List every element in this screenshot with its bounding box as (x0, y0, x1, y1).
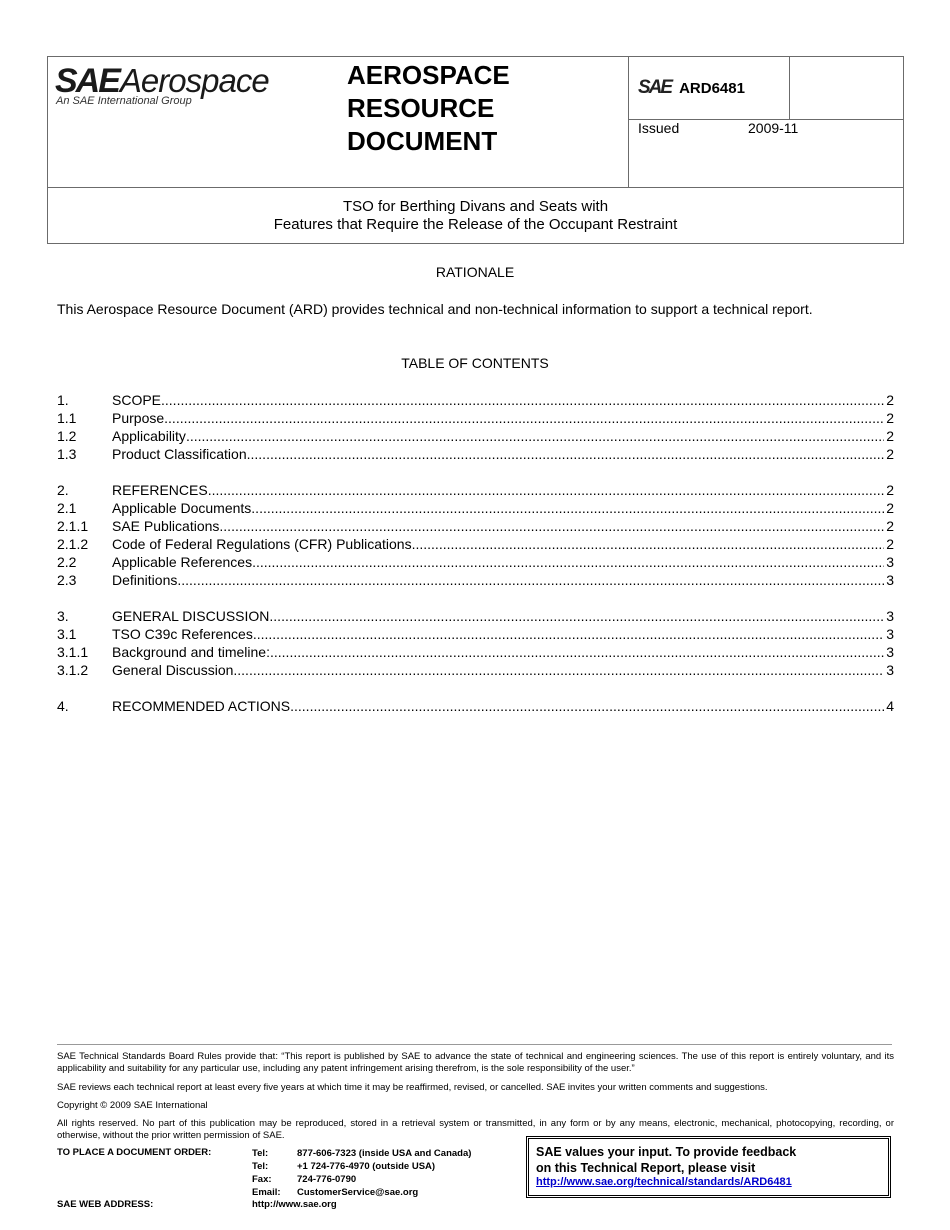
toc-number: 2.3 (57, 572, 77, 588)
toc-number: 2.1 (57, 500, 77, 516)
contact-email[interactable]: CustomerService@sae.org (297, 1187, 419, 1198)
logo-subtitle: An SAE International Group (56, 95, 192, 107)
contact-row (252, 1160, 471, 1173)
toc-page-number: 3 (886, 572, 894, 588)
toc-page-number: 2 (886, 410, 894, 426)
toc-leader-dots (177, 571, 884, 589)
toc-entry[interactable] (57, 535, 894, 553)
toc-label: Definitions (112, 572, 178, 588)
contact-row (252, 1173, 471, 1186)
toc-page-number: 2 (886, 536, 894, 552)
toc-leader-dots (270, 643, 884, 661)
toc-spacer (57, 679, 894, 697)
header-divider (789, 57, 790, 119)
toc-spacer (57, 463, 894, 481)
toc-leader-dots (252, 553, 884, 571)
toc-line (112, 517, 894, 535)
sae-aerospace-logo (55, 62, 269, 107)
title-line: TSO for Berthing Divans and Seats with (342, 198, 609, 215)
contact-row (252, 1186, 471, 1199)
rationale-heading: RATIONALE (435, 264, 515, 280)
sae-mini-logo: SAE (638, 77, 672, 98)
toc-line (112, 607, 894, 625)
toc-leader-dots (269, 607, 884, 625)
header-rule (48, 187, 903, 188)
feedback-link[interactable]: http://www.sae.org/technical/standards/ARD6481 (536, 1176, 792, 1188)
toc-page-number: 2 (886, 446, 894, 462)
toc-line (112, 697, 894, 715)
document-type-line: RESOURCE (347, 93, 495, 123)
toc-page-number: 3 (886, 608, 894, 624)
toc-entry[interactable] (57, 571, 894, 589)
toc-number: 1.1 (57, 410, 77, 426)
document-type-line: AEROSPACE (347, 60, 510, 90)
toc-leader-dots (219, 517, 884, 535)
toc-page-number: 4 (886, 698, 894, 714)
logo-word: Aerospace (119, 62, 269, 99)
contact-key: Tel: (252, 1161, 269, 1172)
toc-entry[interactable] (57, 445, 894, 463)
toc-leader-dots (290, 697, 884, 715)
toc-number: 3.1 (57, 626, 77, 642)
toc-leader-dots (237, 661, 884, 679)
toc-line (112, 499, 894, 517)
toc-entry[interactable] (57, 517, 894, 535)
board-rules-text: SAE Technical Standards Board Rules provide that: “This report is published by SAE to advance the state of technical and engineering sciences. The use of this report is entirely voluntary, and its applicability and suitability for any particular use, including any patent infringement arising therefrom, is the sole responsibility of the user.” (57, 1051, 894, 1074)
document-type (347, 59, 510, 158)
contact-value: 724-776-0790 (297, 1174, 357, 1185)
contact-row (252, 1147, 471, 1160)
contact-value: 877-606-7323 (inside USA and Canada) (297, 1148, 472, 1159)
toc-number: 2.2 (57, 554, 77, 570)
toc-label: Applicability (112, 428, 186, 444)
toc-page-number: 3 (886, 662, 894, 678)
toc-line (112, 643, 894, 661)
toc-number: 1. (57, 392, 69, 408)
feedback-text: on this Technical Report, please visit (536, 1161, 756, 1175)
document-title (48, 198, 903, 234)
toc-entry[interactable] (57, 499, 894, 517)
toc-line (112, 445, 894, 463)
contact-value: +1 724-776-4970 (outside USA) (297, 1161, 436, 1172)
toc-page-number: 3 (886, 644, 894, 660)
toc-label: SCOPE (112, 392, 162, 408)
issued-label: Issued (638, 120, 680, 136)
toc-entry[interactable] (57, 697, 894, 715)
rights-text: All rights reserved. No part of this publication may be reproduced, stored in a retrieval system or transmitted, in any form or by any means, electronic, mechanical, photocopying, recording, or otherwise, without the prior written permission of SAE. (57, 1118, 894, 1141)
toc-label: Applicable References (112, 554, 253, 570)
review-text: SAE reviews each technical report at least every five years at which time it may be reaffirmed, revised, or cancelled. SAE invites your written comments and suggestions. (57, 1082, 768, 1093)
toc-label: General Discussion. (112, 662, 238, 678)
toc-spacer (57, 589, 894, 607)
toc-number: 1.2 (57, 428, 77, 444)
toc-entry[interactable] (57, 625, 894, 643)
toc-leader-dots (257, 625, 884, 643)
toc-entry[interactable] (57, 553, 894, 571)
toc-label: Code of Federal Regulations (CFR) Publications (112, 536, 412, 552)
toc-number: 2.1.2 (57, 536, 89, 552)
toc-entry[interactable] (57, 643, 894, 661)
toc-heading: TABLE OF CONTENTS (401, 355, 549, 371)
contact-key: Tel: (252, 1148, 269, 1159)
rationale-text: This Aerospace Resource Document (ARD) provides technical and non-technical information to support a technical report. (57, 301, 813, 317)
toc-leader-dots (247, 445, 885, 463)
issued-date: 2009-11 (748, 120, 799, 136)
toc-number: 3.1.2 (57, 662, 89, 678)
toc-entry[interactable] (57, 391, 894, 409)
web-address-link[interactable]: http://www.sae.org (252, 1199, 337, 1210)
contact-key: Email: (252, 1187, 281, 1198)
toc-entry[interactable] (57, 661, 894, 679)
toc-line (112, 553, 894, 571)
document-number: ARD6481 (679, 79, 745, 97)
toc-entry[interactable] (57, 427, 894, 445)
toc-line (112, 409, 894, 427)
toc-entry[interactable] (57, 607, 894, 625)
toc-entry[interactable] (57, 409, 894, 427)
contact-list (252, 1147, 471, 1199)
footer-rule (57, 1044, 892, 1045)
toc-line (112, 481, 894, 499)
document-header (47, 56, 904, 244)
toc-label: REFERENCES (112, 482, 208, 498)
toc-line (112, 661, 894, 679)
toc-line (112, 571, 894, 589)
header-divider (628, 57, 629, 187)
toc-line (112, 391, 894, 409)
toc-label: Product Classification (112, 446, 247, 462)
toc-label: Purpose (112, 410, 165, 426)
toc-label: TSO C39c References. (112, 626, 257, 642)
toc-page-number: 3 (886, 626, 894, 642)
toc-line (112, 427, 894, 445)
copyright: Copyright © 2009 SAE International (57, 1100, 208, 1111)
toc-line (112, 625, 894, 643)
logo-brand: SAE (55, 62, 119, 100)
toc-line (112, 535, 894, 553)
toc-number: 3.1.1 (57, 644, 89, 660)
toc-leader-dots (251, 499, 884, 517)
document-number-block (638, 77, 745, 99)
title-line: Features that Require the Release of the Occupant Restraint (273, 216, 678, 233)
toc-label: RECOMMENDED ACTIONS (112, 698, 291, 714)
toc-page-number: 2 (886, 500, 894, 516)
toc-leader-dots (186, 427, 884, 445)
toc-page-number: 2 (886, 482, 894, 498)
toc-leader-dots (161, 391, 884, 409)
toc-page-number: 2 (886, 428, 894, 444)
toc-label: SAE Publications (112, 518, 220, 534)
toc-number: 2.1.1 (57, 518, 89, 534)
table-of-contents (57, 391, 894, 715)
toc-leader-dots (412, 535, 885, 553)
toc-number: 2. (57, 482, 69, 498)
order-label: TO PLACE A DOCUMENT ORDER: (57, 1147, 212, 1158)
toc-number: 1.3 (57, 446, 77, 462)
feedback-box (526, 1136, 891, 1198)
document-type-line: DOCUMENT (347, 126, 498, 156)
toc-page-number: 2 (886, 392, 894, 408)
toc-page-number: 2 (886, 518, 894, 534)
toc-number: 3. (57, 608, 69, 624)
toc-page-number: 3 (886, 554, 894, 570)
web-address-label: SAE WEB ADDRESS: (57, 1199, 154, 1210)
toc-label: Background and timeline: (112, 644, 270, 660)
toc-entry[interactable] (57, 481, 894, 499)
toc-leader-dots (164, 409, 884, 427)
toc-label: Applicable Documents (112, 500, 252, 516)
toc-number: 4. (57, 698, 69, 714)
contact-key: Fax: (252, 1174, 272, 1185)
feedback-text: SAE values your input. To provide feedback (536, 1145, 797, 1159)
toc-label: GENERAL DISCUSSION (112, 608, 270, 624)
toc-leader-dots (208, 481, 885, 499)
